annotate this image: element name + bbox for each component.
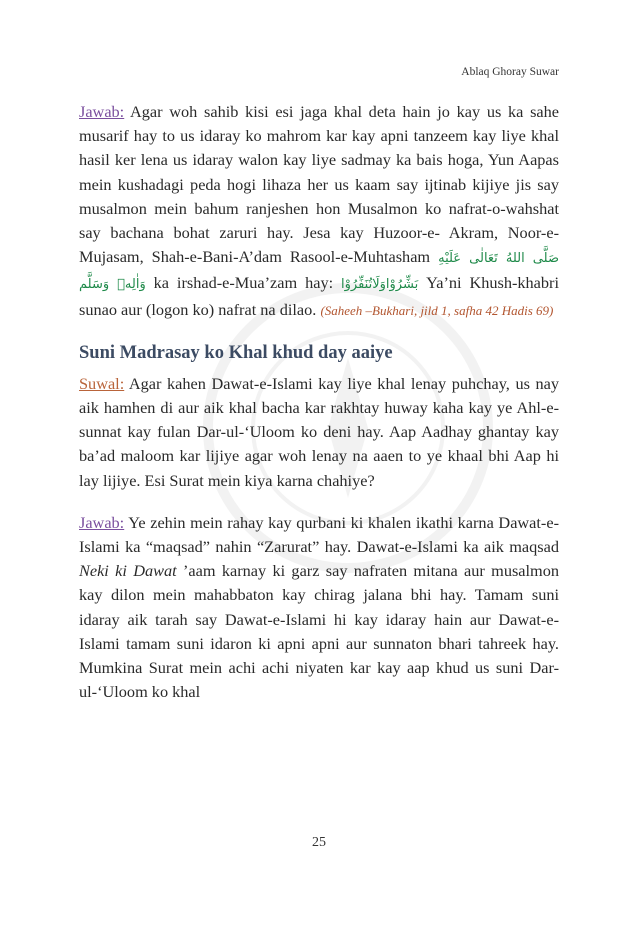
running-head: Ablaq Ghoray Suwar [461,66,559,78]
page-number: 25 [312,835,326,850]
question-paragraph [79,372,559,493]
para1-text-b: ka irshad-e-Mua’zam hay: [145,273,342,293]
emphasis-text: Neki ki Dawat [79,561,177,581]
suwal-label: Suwal: [79,373,125,393]
page-body [79,100,559,704]
hadith-reference: (Saheeh –Bukhari, jild 1, safha 42 Hadis 69) [320,302,554,318]
para3-text-a: Ye zehin mein rahay kay qurbani ki khalen ikathi karna Dawat-e-Islami ka “maqsad” nahin “Zarurat” hay. Dawat-e-Islami ka aik maqsad [79,512,559,557]
para1-text-c: Ya’ni Khush-khabri sunao aur (logon ko) nafrat na dilao. [79,273,559,319]
para2-text: Agar kahen Dawat-e-Islami kay liye khal lenay puhchay, us nay aik hamhen di aur aik khal bacha kar rakhtay huway kaha kay ye Ahl-e-sunnat kay fulan Dar-ul-‘Uloom ko deni hay. Aap Aadhay ghantay kay ba’ad maloom kar lijiye agar woh lenay na aaen to ye khaal bhi Aap hi lay lijiye. Esi Surat mein kiya karna chahiye? [79,373,559,490]
arabic-hadith: بَشِّرُوْاوَلَاتُنَفِّرُوْا [341,277,419,293]
para1-text-a: Agar woh sahib kisi esi jaga khal deta hain jo kay us ka sahe musarif hay to us idaray ko mahrom kar kay apni tanzeem kay liye khal hasil ker lena us idaray walon kay liye sadmay ka bais hoga, Yun Aapas mein kushadagi peda hogi lihaza her us kaam say ijtinab kijiye jis say musalmon mein bahum ranjeshen hon Musalmon ko nafrat-o-wahshat say bachana bohat zaruri hay. Jesa kay Huzoor-e- Akram, Noor-e-Mujasam, Shah-e-Bani-A’dam Rasool-e-Muhtasham [79,102,559,267]
answer-paragraph-2 [79,511,559,705]
answer-paragraph-1 [79,100,559,323]
arabic-salutation: صَلَّى اللهُ تَعَالٰى عَلَيْهِ وَاٰلِهٖ وَسَلَّم [79,251,559,293]
jawab-label: Jawab: [79,102,125,121]
para3-text-b: ’aam karnay ki garz say nafraten mitana aur musalmon kay dilon mein mahabbaton kay chirag jalana bhi hay. Tamam suni idaray aik tarah say Dawat-e-Islami hi kay idaray hain aur Dawat-e-Islami tamam suni idaron ki apni apni aur sunnaton bhari tahreek hay. Mumkina Surat mein achi achi niyaten kar kay aap khud us suni Dar-ul-‘Uloom ko khal [79,561,560,702]
jawab-label-2: Jawab: [79,512,125,532]
section-heading: Suni Madrasay ko Khal khud day aaiye [79,342,393,363]
